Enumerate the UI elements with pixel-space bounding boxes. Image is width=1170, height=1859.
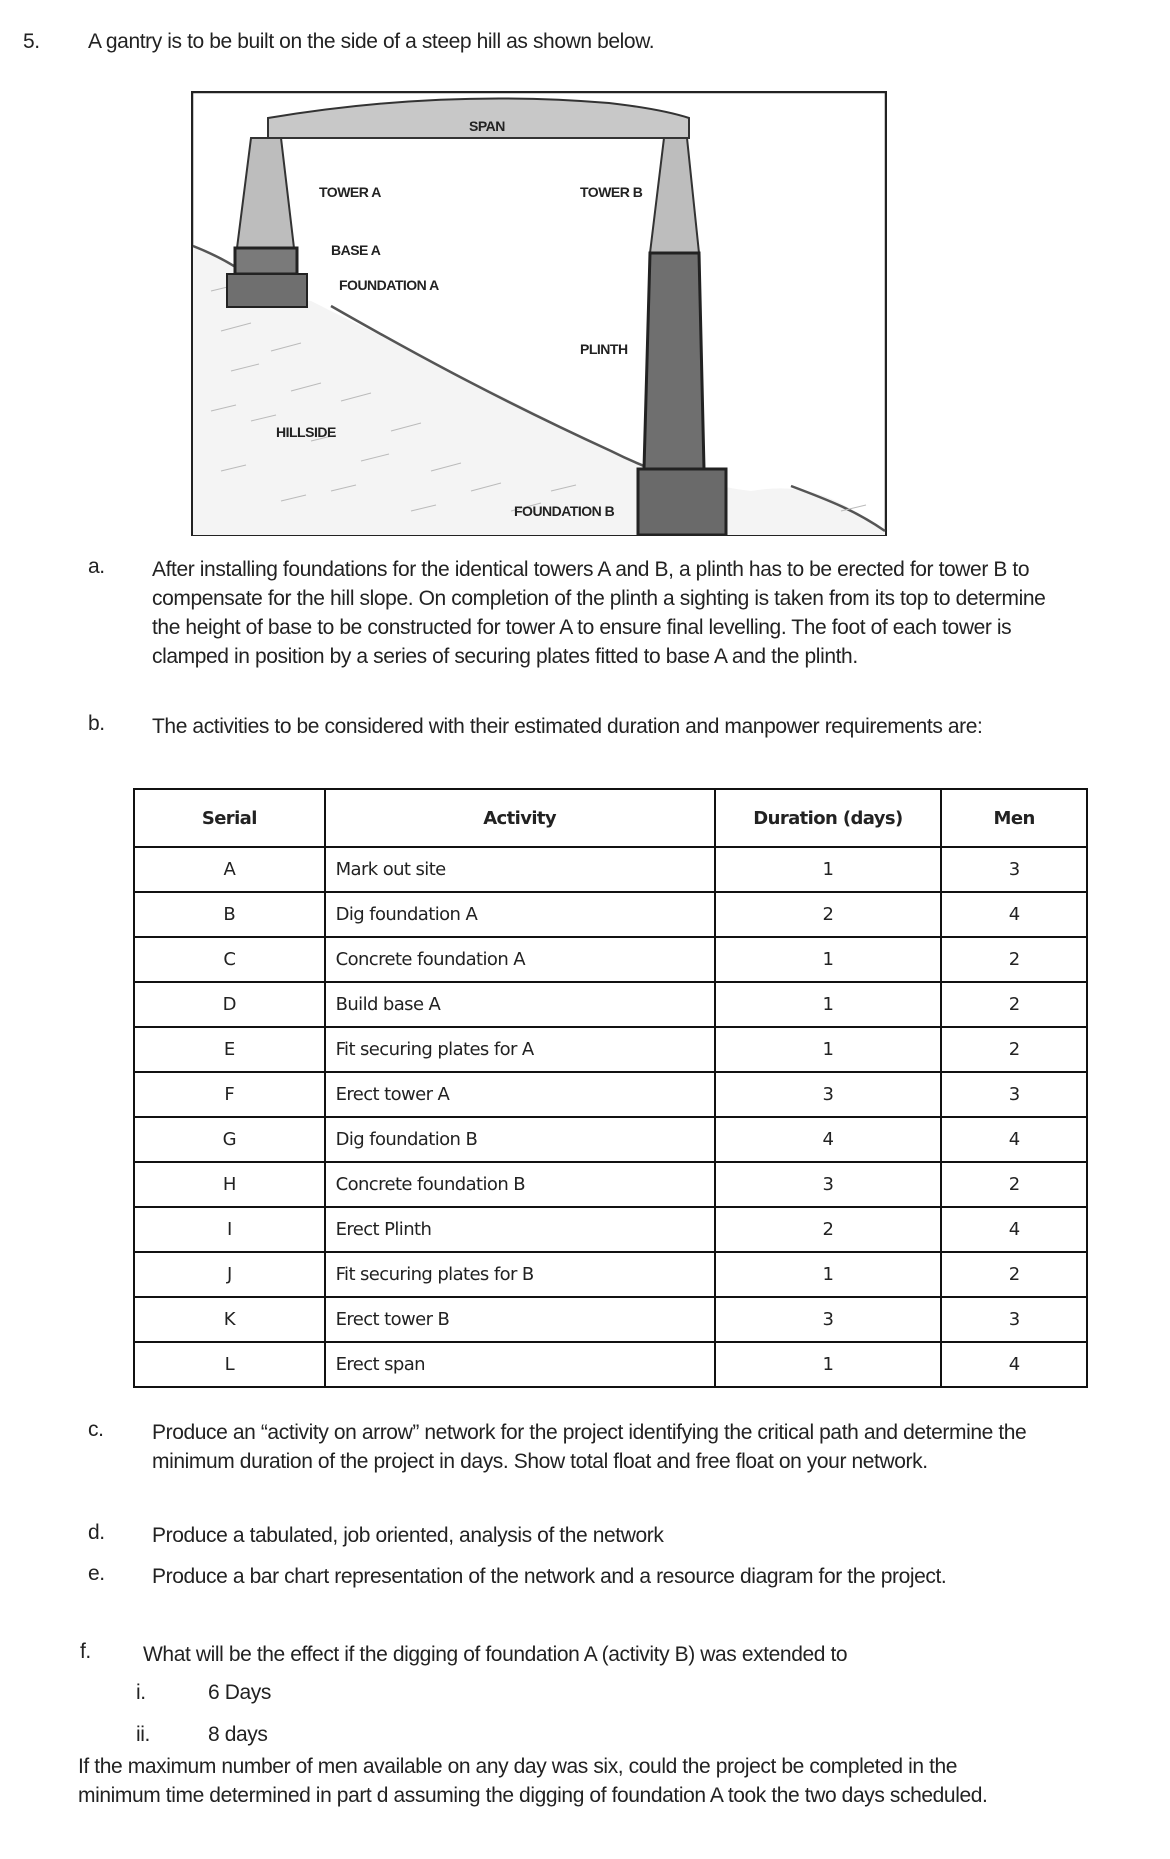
duration-cell: 3 bbox=[715, 1162, 942, 1207]
activity-cell: Fit securing plates for B bbox=[325, 1252, 715, 1297]
duration-cell: 1 bbox=[715, 937, 942, 982]
base-a bbox=[235, 248, 297, 274]
serial-cell: F bbox=[134, 1072, 325, 1117]
duration-cell: 3 bbox=[715, 1072, 942, 1117]
part-b-label: b. bbox=[88, 712, 105, 735]
duration-cell: 2 bbox=[715, 892, 942, 937]
men-cell: 2 bbox=[941, 1252, 1087, 1297]
part-f-i-label: i. bbox=[136, 1681, 146, 1704]
activity-cell: Fit securing plates for A bbox=[325, 1027, 715, 1072]
table-row bbox=[134, 1342, 1087, 1387]
men-cell: 3 bbox=[941, 1297, 1087, 1342]
activity-cell: Erect span bbox=[325, 1342, 715, 1387]
gantry-diagram bbox=[191, 91, 887, 536]
part-f-ii-text: 8 days bbox=[208, 1723, 268, 1746]
table-row bbox=[134, 1252, 1087, 1297]
part-d-label: d. bbox=[88, 1521, 105, 1544]
table-row bbox=[134, 1207, 1087, 1252]
question-number: 5. bbox=[23, 30, 40, 53]
serial-cell: D bbox=[134, 982, 325, 1027]
serial-cell: A bbox=[134, 847, 325, 892]
base-a-label: BASE A bbox=[331, 242, 381, 258]
duration-cell: 4 bbox=[715, 1117, 942, 1162]
men-cell: 4 bbox=[941, 1117, 1087, 1162]
men-cell: 2 bbox=[941, 1027, 1087, 1072]
table-row bbox=[134, 892, 1087, 937]
part-e-label: e. bbox=[88, 1562, 105, 1585]
activity-cell: Dig foundation A bbox=[325, 892, 715, 937]
table-row bbox=[134, 1297, 1087, 1342]
serial-cell: E bbox=[134, 1027, 325, 1072]
duration-cell: 1 bbox=[715, 1252, 942, 1297]
part-c-text: Produce an “activity on arrow” network for the project identifying the critical path and determine the minimum duration of the project in days. Show total float and free float on your network. bbox=[152, 1421, 1027, 1473]
serial-cell: K bbox=[134, 1297, 325, 1342]
table-row bbox=[134, 937, 1087, 982]
men-cell: 2 bbox=[941, 937, 1087, 982]
column-header: Serial bbox=[134, 789, 325, 847]
activity-cell: Mark out site bbox=[325, 847, 715, 892]
serial-cell: H bbox=[134, 1162, 325, 1207]
activity-cell: Erect tower B bbox=[325, 1297, 715, 1342]
final-question-text: If the maximum number of men available on any day was six, could the project be completed in the minimum time determined in part d assuming the digging of foundation A took the two days scheduled. bbox=[78, 1755, 988, 1807]
serial-cell: C bbox=[134, 937, 325, 982]
table-row bbox=[134, 1027, 1087, 1072]
duration-cell: 2 bbox=[715, 1207, 942, 1252]
part-d-text: Produce a tabulated, job oriented, analysis of the network bbox=[152, 1524, 664, 1547]
part-a-label: a. bbox=[88, 555, 105, 578]
activity-cell: Erect tower A bbox=[325, 1072, 715, 1117]
duration-cell: 1 bbox=[715, 1342, 942, 1387]
activity-cell: Build base A bbox=[325, 982, 715, 1027]
serial-cell: L bbox=[134, 1342, 325, 1387]
serial-cell: G bbox=[134, 1117, 325, 1162]
duration-cell: 1 bbox=[715, 847, 942, 892]
part-f-ii-label: ii. bbox=[136, 1723, 150, 1746]
foundation-a bbox=[227, 274, 307, 307]
tower-a-label: TOWER A bbox=[319, 184, 381, 200]
part-a-text: After installing foundations for the identical towers A and B, a plinth has to be erected for tower B to compensate for the hill slope. On completion of the plinth a sighting is taken from its top to determine the height of base to be constructed for tower A to ensure final levelling. The foot of each tower is clamped in position by a series of securing plates fitted to base A and the plinth. bbox=[152, 558, 1046, 668]
part-f-label: f. bbox=[80, 1640, 91, 1663]
hillside-label: HILLSIDE bbox=[276, 424, 336, 440]
duration-cell: 1 bbox=[715, 982, 942, 1027]
activity-cell: Concrete foundation A bbox=[325, 937, 715, 982]
table-header-row bbox=[134, 789, 1087, 847]
men-cell: 3 bbox=[941, 1072, 1087, 1117]
table-row bbox=[134, 982, 1087, 1027]
foundation-a-label: FOUNDATION A bbox=[339, 277, 439, 293]
duration-cell: 3 bbox=[715, 1297, 942, 1342]
part-c-label: c. bbox=[88, 1418, 104, 1441]
men-cell: 4 bbox=[941, 1342, 1087, 1387]
part-e-text: Produce a bar chart representation of the network and a resource diagram for the project. bbox=[152, 1565, 947, 1588]
tower-b-label: TOWER B bbox=[580, 184, 643, 200]
duration-cell: 1 bbox=[715, 1027, 942, 1072]
activity-cell: Concrete foundation B bbox=[325, 1162, 715, 1207]
plinth bbox=[644, 253, 704, 469]
table-row bbox=[134, 1117, 1087, 1162]
activities-table bbox=[133, 788, 1088, 1388]
activity-cell: Dig foundation B bbox=[325, 1117, 715, 1162]
table-row bbox=[134, 1072, 1087, 1117]
column-header: Duration (days) bbox=[715, 789, 942, 847]
foundation-b bbox=[638, 469, 726, 535]
men-cell: 4 bbox=[941, 1207, 1087, 1252]
activity-cell: Erect Plinth bbox=[325, 1207, 715, 1252]
part-b-text: The activities to be considered with their estimated duration and manpower requirements are: bbox=[152, 715, 983, 738]
serial-cell: I bbox=[134, 1207, 325, 1252]
table-row bbox=[134, 847, 1087, 892]
table-row bbox=[134, 1162, 1087, 1207]
plinth-label: PLINTH bbox=[580, 341, 628, 357]
part-f-i-text: 6 Days bbox=[208, 1681, 271, 1704]
question-intro: A gantry is to be built on the side of a steep hill as shown below. bbox=[88, 30, 655, 53]
column-header: Men bbox=[941, 789, 1087, 847]
men-cell: 3 bbox=[941, 847, 1087, 892]
foundation-b-label: FOUNDATION B bbox=[514, 503, 615, 519]
part-f-text: What will be the effect if the digging of foundation A (activity B) was extended to bbox=[143, 1643, 848, 1666]
men-cell: 4 bbox=[941, 892, 1087, 937]
men-cell: 2 bbox=[941, 982, 1087, 1027]
span-label: SPAN bbox=[469, 118, 505, 134]
table-body bbox=[134, 847, 1087, 1387]
serial-cell: B bbox=[134, 892, 325, 937]
men-cell: 2 bbox=[941, 1162, 1087, 1207]
column-header: Activity bbox=[325, 789, 715, 847]
serial-cell: J bbox=[134, 1252, 325, 1297]
